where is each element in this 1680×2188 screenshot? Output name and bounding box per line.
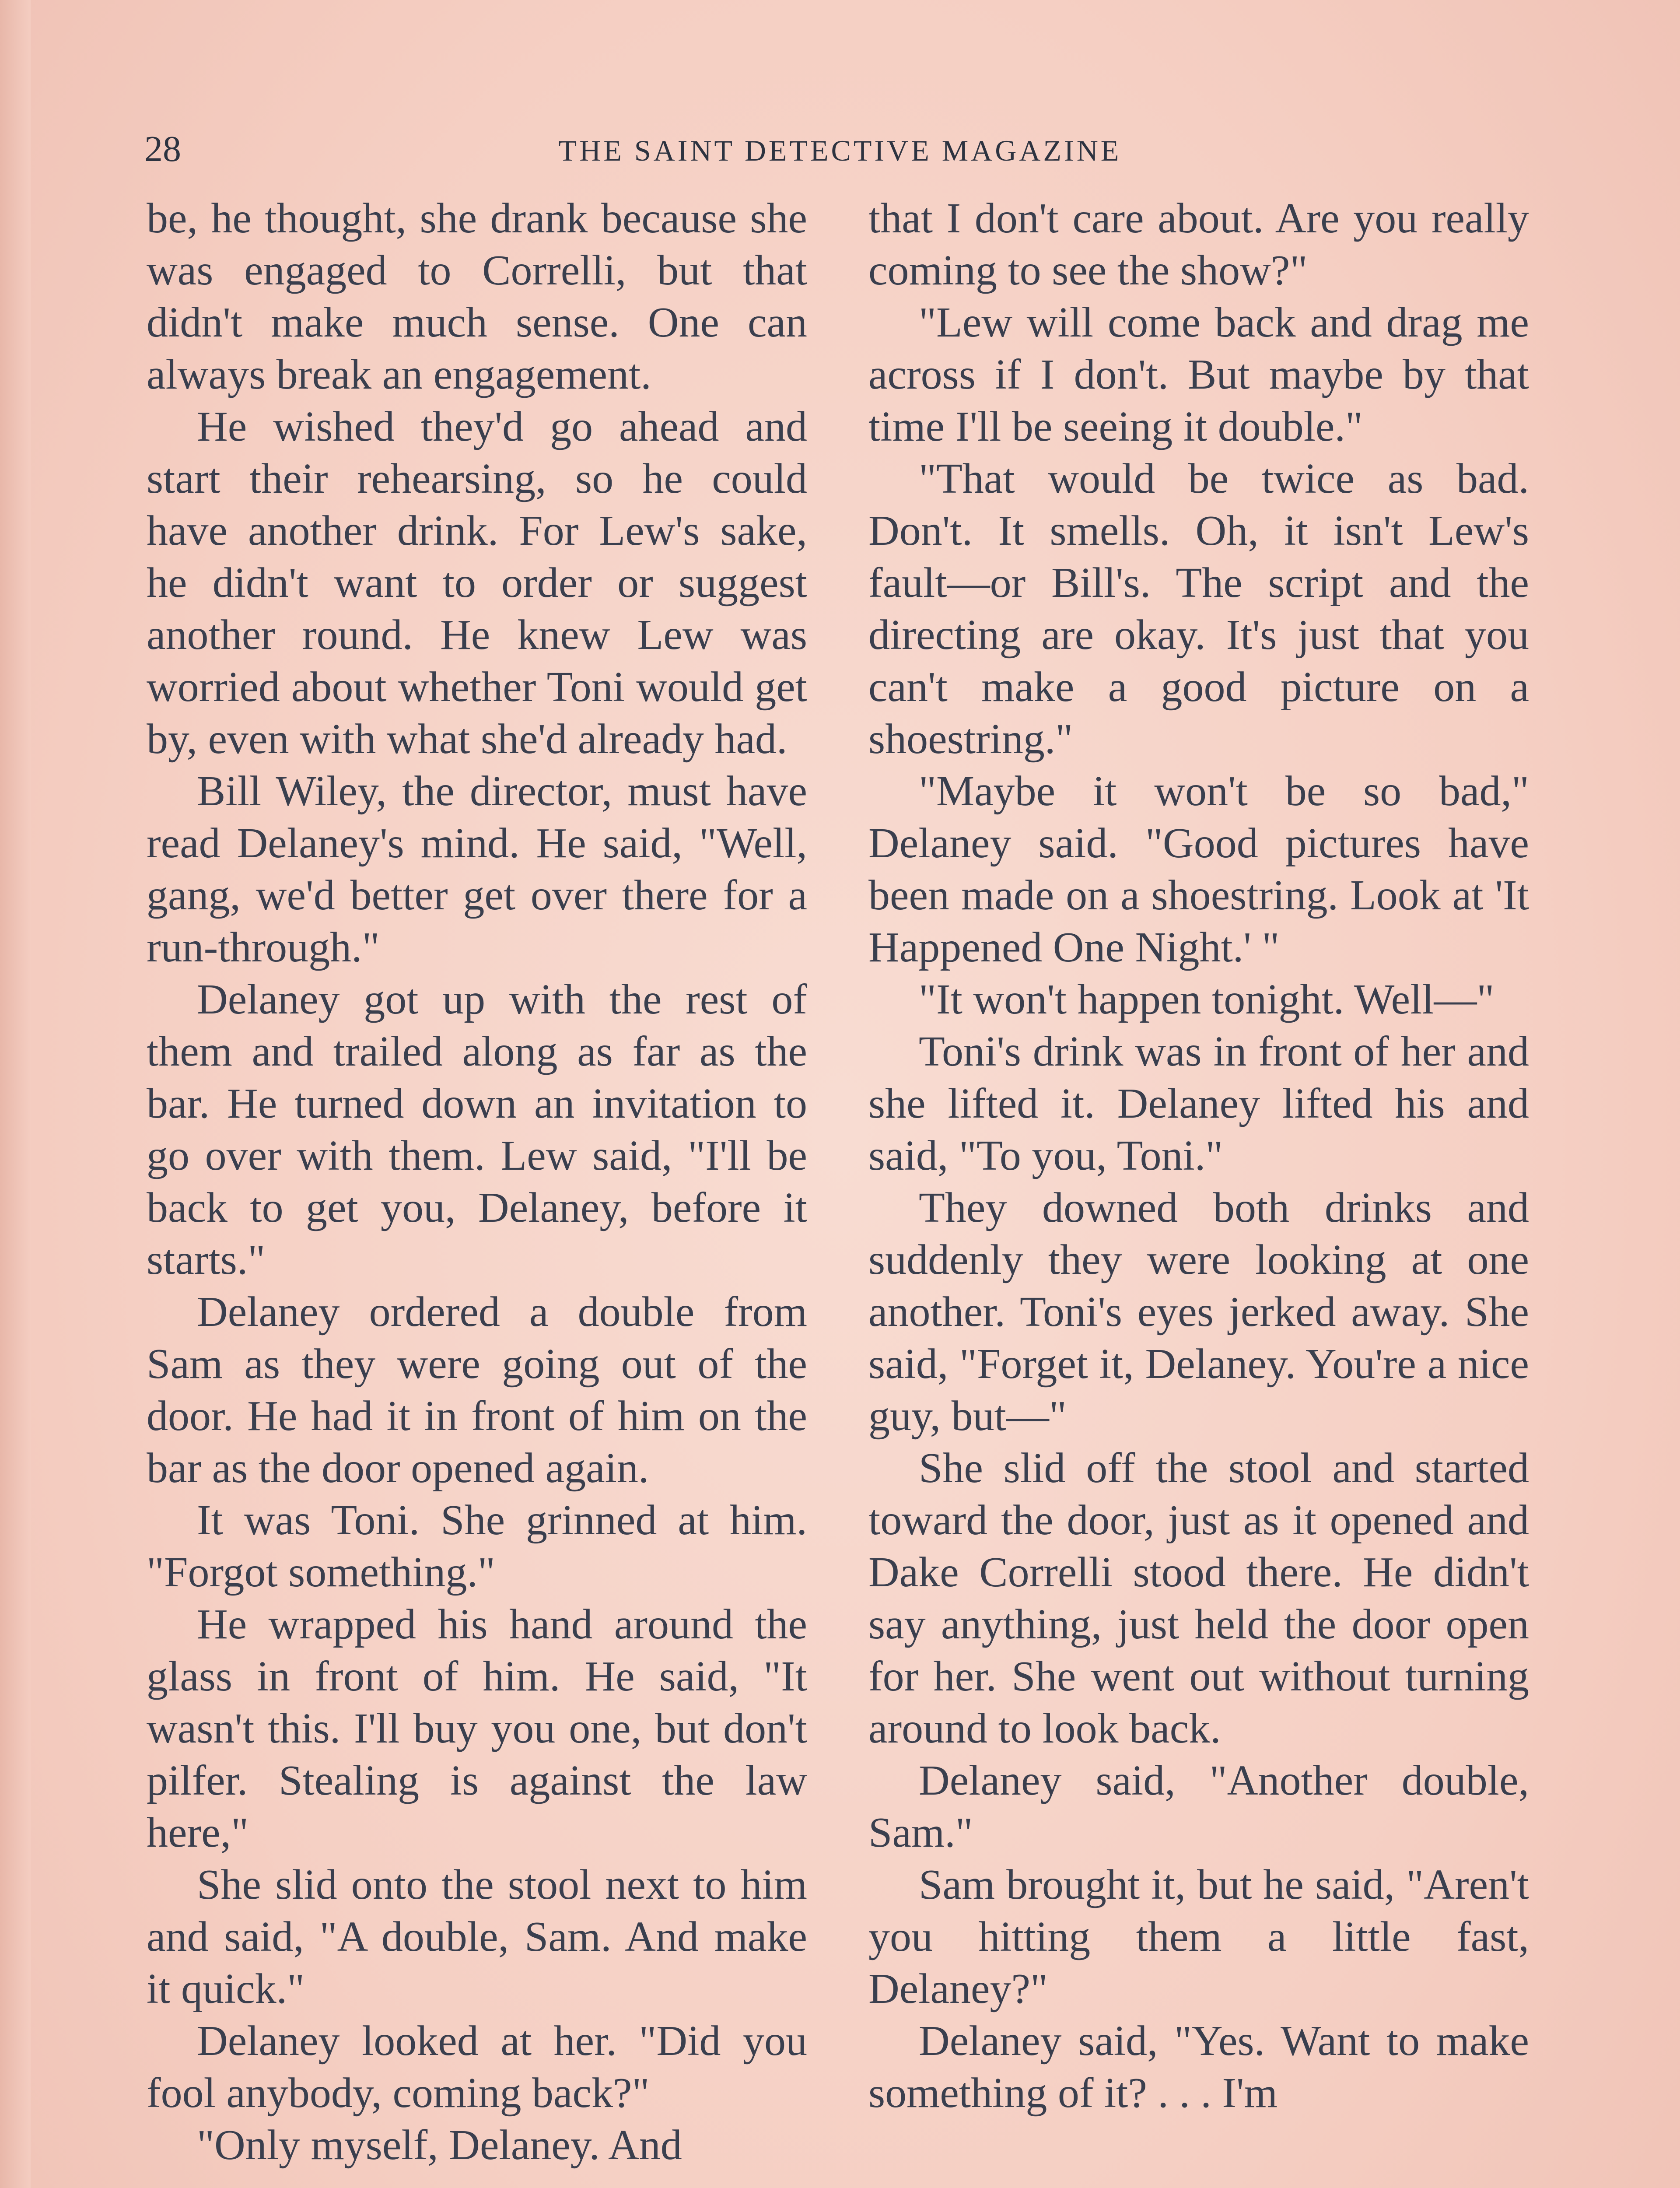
paragraph: He wished they'd go ahead and start their rehearsing, so he could have another drink. For Lew's sake, he didn't want to order or suggest another round. He knew Lew was worried about whether Toni would get by, even with what she'd already had. [147, 403, 807, 763]
paragraph: Delaney looked at her. "Did you fool anybody, coming back?" [147, 2017, 807, 2117]
paragraph: She slid onto the stool next to him and said, "A double, Sam. And make it quick." [147, 1861, 807, 2013]
paragraph: They downed both drinks and suddenly they were looking at one another. Toni's eyes jerked away. She said, "Forget it, Delaney. You're a nice guy, but—" [868, 1184, 1529, 1440]
paragraph: Toni's drink was in front of her and she lifted it. Delaney lifted his and said, "To you, Toni." [868, 1028, 1529, 1179]
paragraph: "That would be twice as bad. Don't. It smells. Oh, it isn't Lew's fault—or Bill's. The script and the directing are okay. It's just that you can't make a good picture on a shoestring." [868, 455, 1529, 763]
paragraph: He wrapped his hand around the glass in front of him. He said, "It wasn't this. I'll buy you one, but don't pilfer. Stealing is against the law here," [147, 1601, 807, 1856]
page-spine-edge [0, 0, 31, 2188]
paragraph: "Only myself, Delaney. And [197, 2121, 682, 2169]
paragraph: Bill Wiley, the director, must have read Delaney's mind. He said, "Well, gang, we'd better get over there for a run-through." [147, 768, 807, 971]
paragraph: Delaney got up with the rest of them and trailed along as far as the bar. He turned down an invitation to go over with them. Lew said, "I'll be back to get you, Delaney, before it starts." [147, 976, 807, 1283]
paragraph: Sam brought it, but he said, "Aren't you hitting them a little fast, Delaney?" [868, 1861, 1529, 2013]
paragraph: Delaney said, "Another double, Sam." [868, 1757, 1529, 1856]
right-text-column [868, 193, 1529, 2119]
paragraph: that I don't care about. Are you really coming to see the show?" [868, 195, 1529, 294]
magazine-title: THE SAINT DETECTIVE MAGAZINE [558, 134, 1122, 167]
paragraph: Delaney said, "Yes. Want to make something of it? . . . I'm [868, 2017, 1529, 2117]
left-text-column [147, 193, 807, 2171]
running-head [144, 125, 1536, 173]
paragraph: She slid off the stool and started toward the door, just as it opened and Dake Correlli stood there. He didn't say anything, just held the door open for her. She went out without turning around to look back. [868, 1445, 1529, 1752]
paragraph: be, he thought, she drank because she was engaged to Correlli, but that didn't make much sense. One can always break an engagement. [147, 195, 807, 398]
paragraph: "Lew will come back and drag me across if I don't. But maybe by that time I'll be seeing it double." [868, 299, 1529, 450]
paragraph: It was Toni. She grinned at him. "Forgot something." [147, 1497, 807, 1596]
paragraph: "Maybe it won't be so bad," Delaney said. "Good pictures have been made on a shoestring. Look at 'It Happened One Night.' " [868, 768, 1529, 971]
paragraph: Delaney ordered a double from Sam as they were going out of the door. He had it in front of him on the bar as the door opened again. [147, 1288, 807, 1492]
paragraph: "It won't happen tonight. Well—" [919, 976, 1494, 1023]
page-number: 28 [144, 129, 181, 169]
